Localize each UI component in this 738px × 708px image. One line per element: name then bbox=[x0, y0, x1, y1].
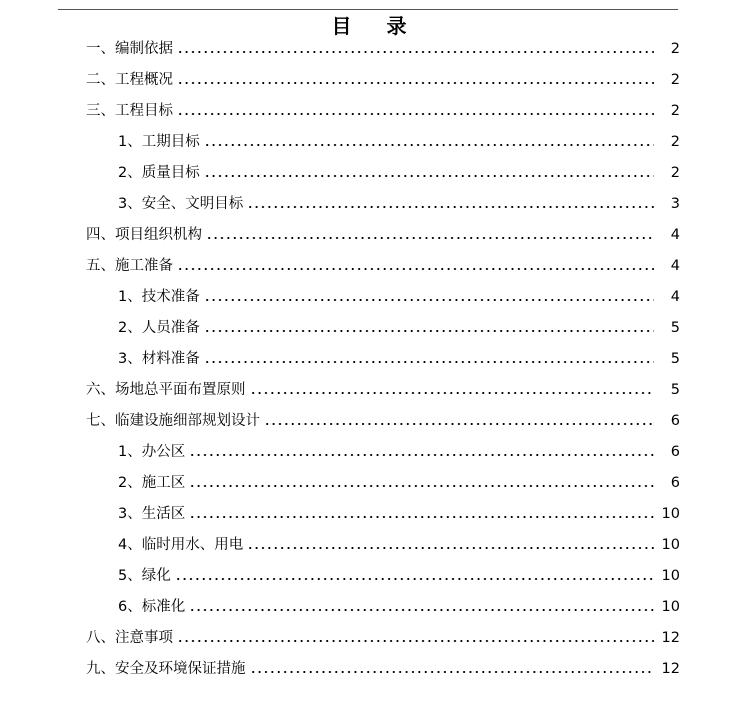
toc-entry-page-number: 2 bbox=[670, 41, 680, 57]
toc-entry-label: 二、工程概况 bbox=[86, 72, 173, 88]
toc-subentry[interactable] bbox=[0, 158, 738, 189]
toc-entry-label: 1、办公区 bbox=[118, 444, 186, 460]
toc-entry-label: 五、施工准备 bbox=[86, 258, 173, 274]
dot-leader bbox=[247, 543, 654, 553]
dot-leader bbox=[175, 574, 654, 584]
toc-entry[interactable] bbox=[0, 220, 738, 251]
toc-entry[interactable] bbox=[0, 654, 738, 685]
dot-leader bbox=[177, 78, 654, 88]
toc-entry[interactable] bbox=[0, 34, 738, 65]
toc-entry-label: 四、项目组织机构 bbox=[86, 227, 202, 243]
dot-leader bbox=[204, 326, 654, 336]
toc-entry-label: 一、编制依据 bbox=[86, 41, 173, 57]
toc-entry-label: 4、临时用水、用电 bbox=[118, 537, 244, 553]
toc-title: 目 录 bbox=[331, 14, 421, 38]
toc-entry-page-number: 2 bbox=[670, 165, 680, 181]
dot-leader bbox=[247, 202, 654, 212]
toc-entry-page-number: 6 bbox=[670, 444, 680, 460]
dot-leader bbox=[206, 233, 654, 243]
toc-entry[interactable] bbox=[0, 623, 738, 654]
toc-entry-page-number: 2 bbox=[670, 72, 680, 88]
toc-entry-page-number: 2 bbox=[670, 103, 680, 119]
toc-subentry[interactable] bbox=[0, 344, 738, 375]
toc-list bbox=[0, 34, 738, 685]
toc-subentry[interactable] bbox=[0, 127, 738, 158]
toc-entry-label: 3、安全、文明目标 bbox=[118, 196, 244, 212]
toc-entry-page-number: 10 bbox=[661, 568, 680, 584]
toc-subentry[interactable] bbox=[0, 592, 738, 623]
toc-entry-page-number: 5 bbox=[670, 382, 680, 398]
toc-entry[interactable] bbox=[0, 96, 738, 127]
toc-entry-page-number: 4 bbox=[670, 227, 680, 243]
dot-leader bbox=[189, 512, 654, 522]
toc-entry[interactable] bbox=[0, 65, 738, 96]
toc-entry-label: 1、工期目标 bbox=[118, 134, 200, 150]
toc-entry-page-number: 2 bbox=[670, 134, 680, 150]
toc-entry-page-number: 4 bbox=[670, 258, 680, 274]
toc-entry-page-number: 3 bbox=[670, 196, 680, 212]
dot-leader bbox=[250, 667, 655, 677]
dot-leader bbox=[177, 109, 654, 119]
toc-subentry[interactable] bbox=[0, 282, 738, 313]
toc-entry-page-number: 5 bbox=[670, 351, 680, 367]
toc-subentry[interactable] bbox=[0, 437, 738, 468]
toc-entry-label: 6、标准化 bbox=[118, 599, 186, 615]
dot-leader bbox=[204, 295, 654, 305]
toc-subentry[interactable] bbox=[0, 189, 738, 220]
toc-entry-label: 九、安全及环境保证措施 bbox=[86, 661, 246, 677]
toc-entry-label: 七、临建设施细部规划设计 bbox=[86, 413, 260, 429]
dot-leader bbox=[250, 388, 655, 398]
toc-subentry[interactable] bbox=[0, 530, 738, 561]
toc-entry-label: 2、质量目标 bbox=[118, 165, 200, 181]
toc-entry-label: 三、工程目标 bbox=[86, 103, 173, 119]
header-rule bbox=[58, 9, 678, 10]
toc-subentry[interactable] bbox=[0, 313, 738, 344]
toc-entry-page-number: 10 bbox=[661, 506, 680, 522]
toc-entry-label: 2、施工区 bbox=[118, 475, 186, 491]
toc-entry-label: 5、绿化 bbox=[118, 568, 171, 584]
toc-subentry[interactable] bbox=[0, 499, 738, 530]
toc-entry-label: 六、场地总平面布置原则 bbox=[86, 382, 246, 398]
toc-entry-label: 2、人员准备 bbox=[118, 320, 200, 336]
toc-entry-page-number: 10 bbox=[661, 537, 680, 553]
dot-leader bbox=[204, 140, 654, 150]
toc-entry[interactable] bbox=[0, 406, 738, 437]
dot-leader bbox=[189, 605, 654, 615]
dot-leader bbox=[204, 171, 654, 181]
toc-entry[interactable] bbox=[0, 251, 738, 282]
toc-subentry[interactable] bbox=[0, 468, 738, 499]
toc-subentry[interactable] bbox=[0, 561, 738, 592]
dot-leader bbox=[177, 47, 654, 57]
dot-leader bbox=[189, 450, 654, 460]
dot-leader bbox=[264, 419, 654, 429]
dot-leader bbox=[177, 264, 654, 274]
dot-leader bbox=[177, 636, 654, 646]
toc-entry-page-number: 4 bbox=[670, 289, 680, 305]
dot-leader bbox=[189, 481, 654, 491]
toc-entry-label: 八、注意事项 bbox=[86, 630, 173, 646]
toc-entry-label: 3、生活区 bbox=[118, 506, 186, 522]
toc-entry-page-number: 12 bbox=[661, 661, 680, 677]
toc-entry-page-number: 6 bbox=[670, 413, 680, 429]
toc-entry-label: 3、材料准备 bbox=[118, 351, 200, 367]
toc-entry-page-number: 6 bbox=[670, 475, 680, 491]
toc-entry[interactable] bbox=[0, 375, 738, 406]
toc-entry-page-number: 10 bbox=[661, 599, 680, 615]
dot-leader bbox=[204, 357, 654, 367]
toc-entry-label: 1、技术准备 bbox=[118, 289, 200, 305]
toc-entry-page-number: 12 bbox=[661, 630, 680, 646]
toc-entry-page-number: 5 bbox=[670, 320, 680, 336]
